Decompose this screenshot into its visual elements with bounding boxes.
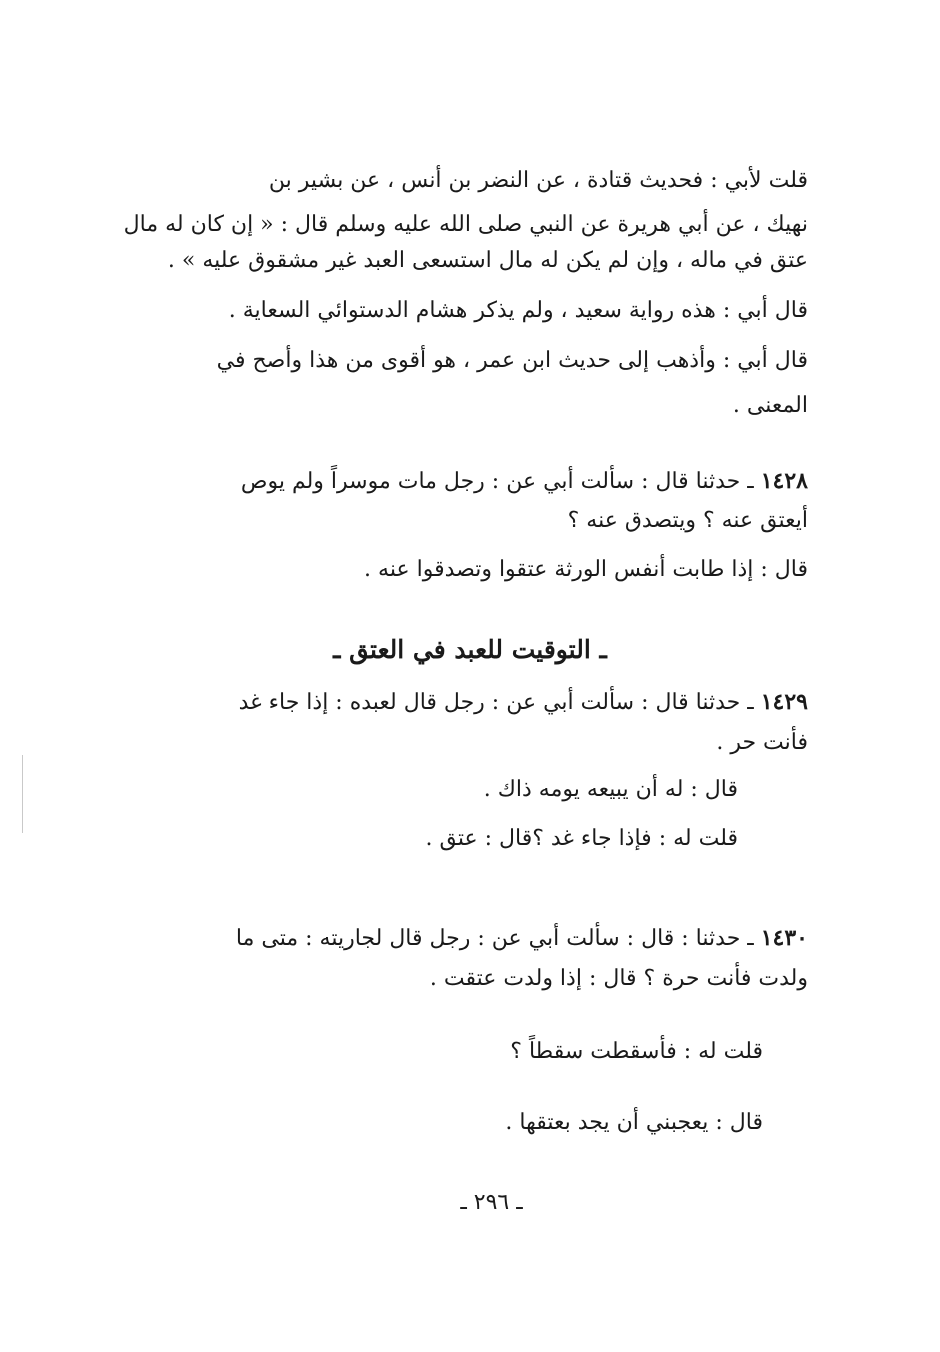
entry-continuation: فأنت حر . xyxy=(716,730,808,755)
scan-artifact-line xyxy=(22,755,23,833)
entry-number: ١٤٢٩ xyxy=(760,689,808,715)
entry-first-line xyxy=(239,687,808,718)
entry-number: ١٤٣٠ xyxy=(760,925,808,951)
entry-reply: قال : له أن يبيعه يومه ذاك . xyxy=(483,777,738,802)
paragraph-line: عتق في ماله ، وإن لم يكن له مال استسعى العبد غير مشقوق عليه » . xyxy=(167,248,808,273)
paragraph-line: قلت لأبي : فحديث قتادة ، عن النضر بن أنس ، عن بشير بن xyxy=(268,168,808,193)
section-heading: ـ التوقيت للعبد في العتق ـ xyxy=(333,635,607,664)
entry-number: ١٤٢٨ xyxy=(760,468,808,494)
paragraph-line: نهيك ، عن أبي هريرة عن النبي صلى الله عليه وسلم قال : « إن كان له مال xyxy=(123,212,808,237)
entry-text: ـ حدثنا قال : سألت أبي عن : رجل مات موسراً ولم يوص xyxy=(240,469,754,494)
entry-continuation: ولدت فأنت حرة ؟ قال : إذا ولدت عتقت . xyxy=(429,966,808,991)
entry-text: ـ حدثنا قال : سألت أبي عن : رجل قال لعبده : إذا جاء غد xyxy=(238,690,754,715)
entry-continuation: أيعتق عنه ؟ ويتصدق عنه ؟ xyxy=(567,508,808,533)
entry-text: ـ حدثنا : قال : سألت أبي عن : رجل قال لجاريته : متى ما xyxy=(235,926,754,951)
entry-reply: قلت له : فإذا جاء غد ؟قال : عتق . xyxy=(425,826,738,851)
entry-first-line xyxy=(241,466,808,497)
entry-reply: قال : يعجبني أن يجد بعتقها . xyxy=(505,1110,763,1135)
paragraph-line: المعنى . xyxy=(732,393,808,418)
entry-reply: قال : إذا طابت أنفس الورثة عتقوا وتصدقوا عنه . xyxy=(364,557,808,582)
entry-first-line xyxy=(236,923,808,954)
entry-reply: قلت له : فأسقطت سقطاً ؟ xyxy=(510,1039,763,1064)
paragraph-line: قال أبي : وأذهب إلى حديث ابن عمر ، هو أقوى من هذا وأصح في xyxy=(216,348,808,373)
paragraph-line: قال أبي : هذه رواية سعيد ، ولم يذكر هشام الدستوائي السعاية . xyxy=(228,298,808,323)
page-number: ـ ٢٩٦ ـ xyxy=(460,1190,523,1215)
